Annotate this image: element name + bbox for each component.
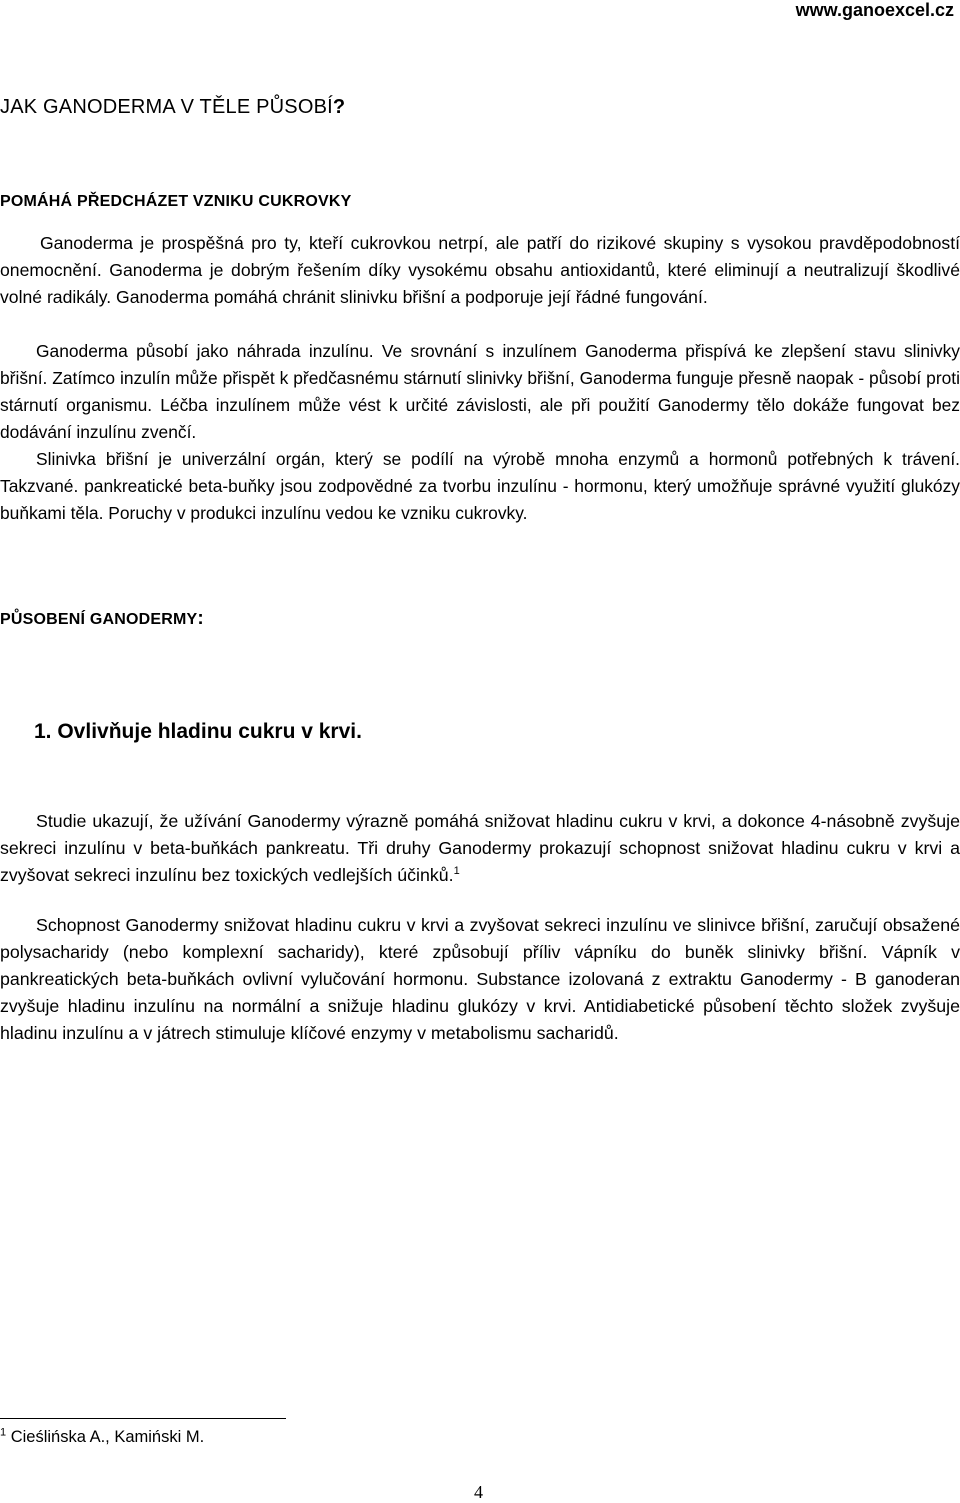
footnote-reference: 1 — [453, 865, 460, 878]
footnote-separator — [0, 1418, 286, 1419]
page-title-text: JAK GANODERMA V TĚLE PŮSOBÍ — [0, 96, 333, 118]
paragraph-insulin-replacement — [0, 338, 960, 527]
footnote — [0, 1428, 204, 1447]
footnote-number: 1 — [0, 1426, 7, 1439]
site-url: www.ganoexcel.cz — [795, 0, 954, 20]
page-title-question-mark: ? — [332, 96, 346, 118]
paragraph-studies — [0, 808, 960, 889]
page-number: 4 — [474, 1482, 483, 1502]
paragraph-prevention — [0, 230, 960, 311]
paragraph-prevention-text: Ganoderma je prospěšná pro ty, kteří cukrovkou netrpí, ale patří do rizikové skupiny s vysokou pravděpodobností onemocnění. Ganoderma je dobrým řešením díky vysokému obsahu antioxidantů, které eliminují a neutralizují škodlivé volné radikály. Ganoderma pomáhá chránit slinivku břišní a podporuje její řádné fungování. — [0, 233, 960, 307]
section-heading-colon: : — [197, 608, 204, 629]
section-heading-ganoderma-effects — [0, 608, 204, 630]
numbered-point-blood-sugar: 1. Ovlivňuje hladinu cukru v krvi. — [34, 720, 362, 743]
paragraph-polysaccharides-text: Schopnost Ganodermy snižovat hladinu cukru v krvi a zvyšovat sekreci inzulínu ve slinivce břišní, zaručují obsažené polysacharidy (nebo komplexní sacharidy), které způsobují příliv vápníku do buněk slinivky břišní. Vápník v pankreatických beta-buňkách ovlivní vylučování hormonu. Substance izolovaná z extraktu Ganodermy - B ganoderan zvyšuje hladinu inzulínu na normální a snižuje hladinu glukózy v krvi. Antidiabetické působení těchto složek zvyšuje hladinu inzulínu a v játrech stimuluje klíčové enzymy v metabolismu sacharidů. — [0, 915, 960, 1043]
paragraph-insulin-text: Ganoderma působí jako náhrada inzulínu. Ve srovnání s inzulínem Ganoderma přispívá ke zlepšení stavu slinivky břišní. Zatímco inzulín může přispět k předčasnému stárnutí slinivky břišní, Ganoderma funguje přesně naopak - působí proti stárnutí organismu. Léčba inzulínem může vést k určité závislosti, ale při použití Ganodermy tělo dokáže fungovat bez dodávání inzulínu zvenčí. — [0, 341, 960, 442]
section-heading-text: PŮSOBENÍ GANODERMY — [0, 611, 198, 628]
paragraph-polysaccharides — [0, 912, 960, 1047]
paragraph-pancreas-text: Slinivka břišní je univerzální orgán, který se podílí na výrobě mnoha enzymů a hormonů potřebných k trávení. Takzvané. pankreatické beta-buňky jsou zodpovědné za tvorbu inzulínu - hormonu, který umožňuje správné využití glukózy buňkami těla. Poruchy v produkci inzulínu vedou ke vzniku cukrovky. — [0, 449, 960, 523]
page-title — [0, 96, 345, 119]
footnote-text: Cieślińska A., Kamiński M. — [10, 1428, 205, 1446]
paragraph-studies-text: Studie ukazují, že užívání Ganodermy výrazně pomáhá snižovat hladinu cukru v krvi, a dokonce 4-násobně zvyšuje sekreci inzulínu v beta-buňkách pankreatu. Tři druhy Ganodermy prokazují schopnost snižovat hladinu cukru v krvi a zvyšovat sekreci inzulínu bez toxických vedlejších účinků. — [0, 811, 960, 885]
section-heading-diabetes-prevention: POMÁHÁ PŘEDCHÁZET VZNIKU CUKROVKY — [0, 193, 352, 210]
